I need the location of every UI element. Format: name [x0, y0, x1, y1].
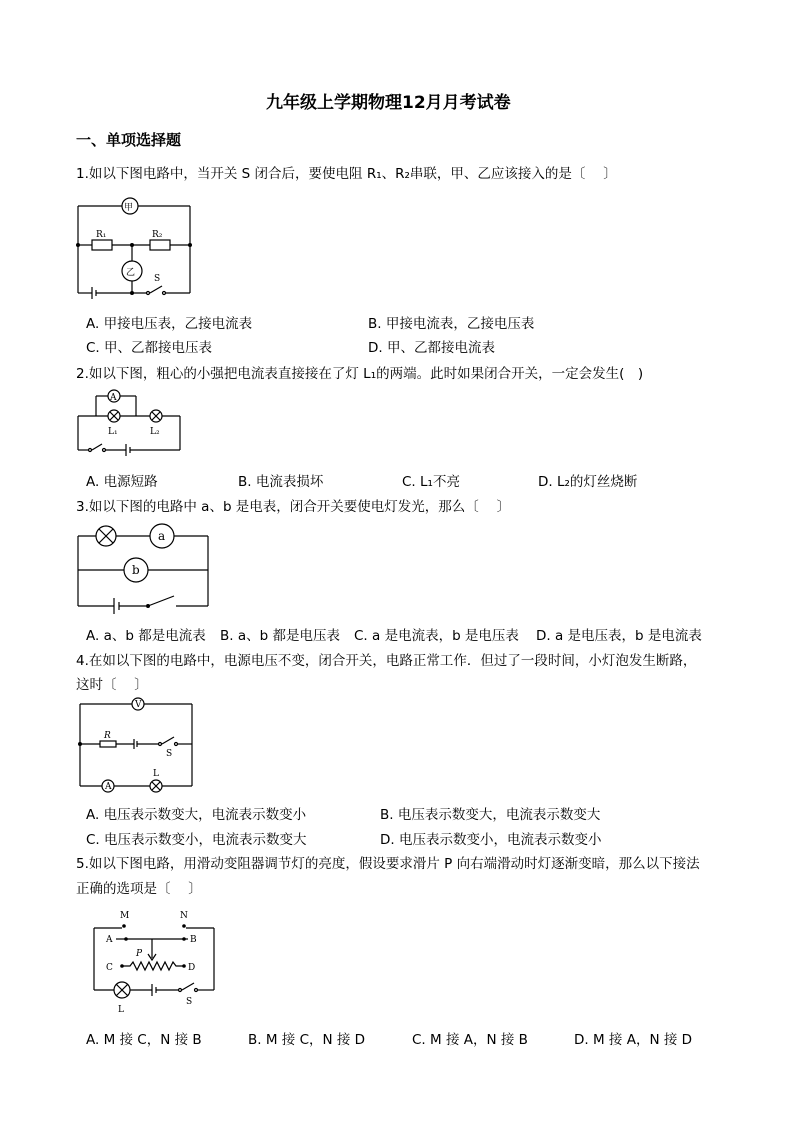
meter-yi-label: 乙: [126, 268, 136, 278]
question-3-option-b[interactable]: B. a、b 都是电压表: [220, 628, 340, 644]
question-3-circuit-diagram: [76, 520, 212, 610]
question-2-circuit-diagram: [76, 388, 186, 454]
question-5-option-d[interactable]: D. M 接 A，N 接 D: [574, 1032, 693, 1048]
switch-s-label: S: [166, 749, 173, 759]
question-1-option-a[interactable]: A. 甲接电压表，乙接电流表: [86, 316, 253, 332]
slider-p-label: P: [136, 949, 143, 959]
page-title: 九年级上学期物理12月月考试卷: [266, 93, 511, 113]
terminal-d-label: D: [188, 963, 196, 973]
question-4-option-c[interactable]: C. 电压表示数变小，电流表示数变大: [86, 832, 307, 848]
question-5-circuit-diagram: [92, 906, 222, 1018]
ammeter-label: A: [110, 393, 117, 403]
question-4-stem-line2: 这时〔 〕: [76, 677, 148, 693]
terminal-b-label: B: [190, 935, 197, 945]
question-5-stem-line1: 5.如以下图电路，用滑动变阻器调节灯的亮度，假设要求滑片 P 向右端滑动时灯逐渐变暗，那么以下接法: [76, 856, 700, 872]
question-5-option-c[interactable]: C. M 接 A，N 接 B: [412, 1032, 528, 1048]
ammeter-label: A: [105, 782, 112, 792]
lamp-l1-label: L₁: [108, 427, 118, 437]
question-1-stem: 1.如以下图电路中，当开关 S 闭合后，要使电阻 R₁、R₂串联，甲、乙应该接入的是〔 〕: [76, 166, 617, 182]
resistor-r2: [150, 240, 170, 250]
question-2-option-a[interactable]: A. 电源短路: [86, 474, 158, 490]
resistor-r1-label: R₁: [96, 230, 107, 240]
switch-s-label: S: [154, 274, 161, 284]
lamp-l-label: L: [118, 1005, 124, 1015]
question-2-stem: 2.如以下图，粗心的小强把电流表直接接在了灯 L₁的两端。此时如果闭合开关，一定会发生( ): [76, 366, 644, 382]
terminal-a-label: A: [106, 935, 113, 945]
resistor-r2-label: R₂: [152, 230, 163, 240]
question-3-option-c[interactable]: C. a 是电流表，b 是电压表: [354, 628, 519, 644]
question-1-option-b[interactable]: B. 甲接电流表，乙接电压表: [368, 316, 535, 332]
question-3-option-d[interactable]: D. a 是电压表，b 是电流表: [536, 628, 702, 644]
question-3-stem: 3.如以下图的电路中 a、b 是电表，闭合开关要使电灯发光，那么〔 〕: [76, 499, 511, 515]
resistor-r-label: R: [104, 731, 111, 741]
question-1-circuit-diagram: [76, 193, 196, 297]
resistor-r: [100, 741, 116, 747]
meter-jia-label: 甲: [124, 203, 134, 213]
lamp-l-label: L: [153, 769, 159, 779]
question-5-stem-line2: 正确的选项是〔 〕: [76, 881, 202, 897]
meter-a-label: a: [158, 529, 166, 543]
question-1-option-d[interactable]: D. 甲、乙都接电流表: [368, 340, 495, 356]
switch-s-label: S: [186, 997, 193, 1007]
terminal-c-label: C: [106, 963, 113, 973]
question-2-option-b[interactable]: B. 电流表损坏: [238, 474, 324, 490]
voltmeter-label: V: [135, 700, 142, 710]
question-3-option-a[interactable]: A. a、b 都是电流表: [86, 628, 206, 644]
section-heading: 一、单项选择题: [76, 131, 182, 149]
rheostat: [122, 962, 184, 970]
question-4-option-d[interactable]: D. 电压表示数变小，电流表示数变小: [380, 832, 602, 848]
question-1-option-c[interactable]: C. 甲、乙都接电压表: [86, 340, 213, 356]
question-5-option-a[interactable]: A. M 接 C，N 接 B: [86, 1032, 202, 1048]
question-4-option-a[interactable]: A. 电压表示数变大，电流表示数变小: [86, 807, 307, 823]
question-2-option-c[interactable]: C. L₁不亮: [402, 474, 460, 490]
lamp-l2-label: L₂: [150, 427, 160, 437]
question-4-option-b[interactable]: B. 电压表示数变大，电流表示数变大: [380, 807, 601, 823]
question-4-stem-line1: 4.在如以下图的电路中，电源电压不变，闭合开关，电路正常工作．但过了一段时间，小灯泡发生断路，: [76, 653, 697, 669]
meter-b-label: b: [132, 563, 140, 577]
resistor-r1: [92, 240, 112, 250]
question-2-option-d[interactable]: D. L₂的灯丝烧断: [538, 474, 638, 490]
question-5-option-b[interactable]: B. M 接 C，N 接 D: [248, 1032, 366, 1048]
question-4-circuit-diagram: [78, 696, 198, 790]
terminal-n-label: N: [180, 911, 188, 921]
terminal-m-label: M: [120, 911, 130, 921]
